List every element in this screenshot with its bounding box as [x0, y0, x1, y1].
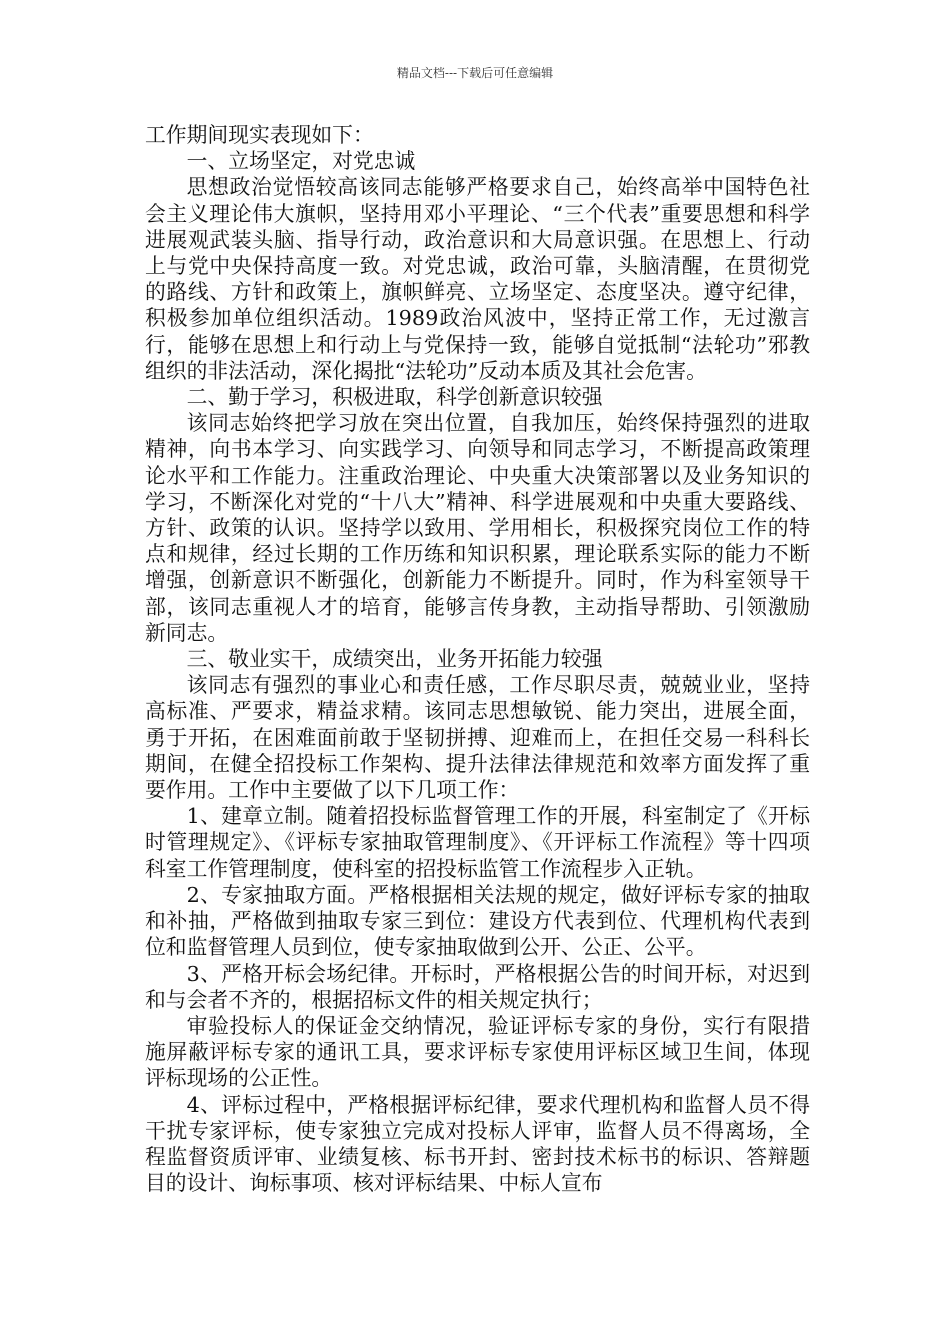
- section-heading-2: 二、勤于学习，积极进取，科学创新意识较强: [186, 385, 603, 410]
- work-item-4: 4、评标过程中，严格根据评标纪律，要求代理机构和监督人员不得干扰专家评标，使专家独立完成对投标人评审，监督人员不得离场，全程监督资质评审、业绩复核、标书开封、密封技术标书的标识、答辩题目的设计、询标事项、核对评标结果、中标人宣布: [145, 1092, 810, 1196]
- work-item-1: 1、建章立制。随着招投标监督管理工作的开展，科室制定了《开标时管理规定》、《评标专家抽取管理制度》、《开评标工作流程》等十四项科室工作管理制度，使科室的招投标监管工作流程步入正轨。: [145, 804, 810, 881]
- work-item-2: 2、专家抽取方面。严格根据相关法规的规定，做好评标专家的抽取和补抽，严格做到抽取专家三到位：建设方代表到位、代理机构代表到位和监督管理人员到位，使专家抽取做到公开、公正、公平。: [145, 882, 810, 960]
- intro-line: 工作期间现实表现如下：: [145, 123, 374, 147]
- section-1-paragraph: 思想政治觉悟较高该同志能够严格要求自己，始终高举中国特色社会主义理论伟大旗帜，坚持用邓小平理论、“三个代表”重要思想和科学进展观武装头脑、指导行动，政治意识和大局意识强。在思想上、行动上与党中央保持高度一致。对党忠诚，政治可靠，头脑清醒，在贯彻党的路线、方针和政策上，旗帜鲜亮、立场坚定、态度坚决。遵守纪律，积极参加单位组织活动。1989政治风波中，坚持正常工作，无过激言行，能够在思想上和行动上与党保持一致，能够自觉抵制“法轮功”邪教组织的非法活动，深化揭批“法轮功”反动本质及其社会危害。: [145, 175, 810, 383]
- section-3-paragraph: 该同志有强烈的事业心和责任感，工作尽职尽责，兢兢业业，坚持高标准、严要求，精益求精。该同志思想敏锐、能力突出，进展全面，勇于开拓，在困难面前敢于坚韧拼搏、迎难而上，在担任交易一科科长期间，在健全招投标工作架构、提升法律法律规范和效率方面发挥了重要作用。工作中主要做了以下几项工作：: [145, 673, 810, 803]
- work-item-3-continued: 审验投标人的保证金交纳情况，验证评标专家的身份，实行有限措施屏蔽评标专家的通讯工具，要求评标专家使用评标区域卫生间，体现评标现场的公正性。: [145, 1013, 810, 1091]
- section-heading-3: 三、敬业实干，成绩突出，业务开拓能力较强: [186, 647, 603, 672]
- document-body: [145, 122, 810, 1196]
- section-heading-1: 一、立场坚定，对党忠诚: [186, 149, 416, 174]
- section-2-paragraph: 该同志始终把学习放在突出位置，自我加压，始终保持强烈的进取精神，向书本学习、向实践学习、向领导和同志学习，不断提高政策理论水平和工作能力。注重政治理论、中央重大决策部署以及业务知识的学习，不断深化对党的“十八大”精神、科学进展观和中央重大要路线、方针、政策的认识。坚持学以致用、学用相长，积极探究岗位工作的特点和规律，经过长期的工作历练和知识积累，理论联系实际的能力不断增强，创新意识不断强化，创新能力不断提升。同时，作为科室领导干部，该同志重视人才的培育，能够言传身教，主动指导帮助、引领激励新同志。: [145, 411, 810, 645]
- work-item-3: 3、严格开标会场纪律。开标时，严格根据公告的时间开标，对迟到和与会者不齐的，根据招标文件的相关规定执行；: [145, 961, 810, 1012]
- page-header: 精品文档---下载后可任意编辑: [396, 66, 554, 80]
